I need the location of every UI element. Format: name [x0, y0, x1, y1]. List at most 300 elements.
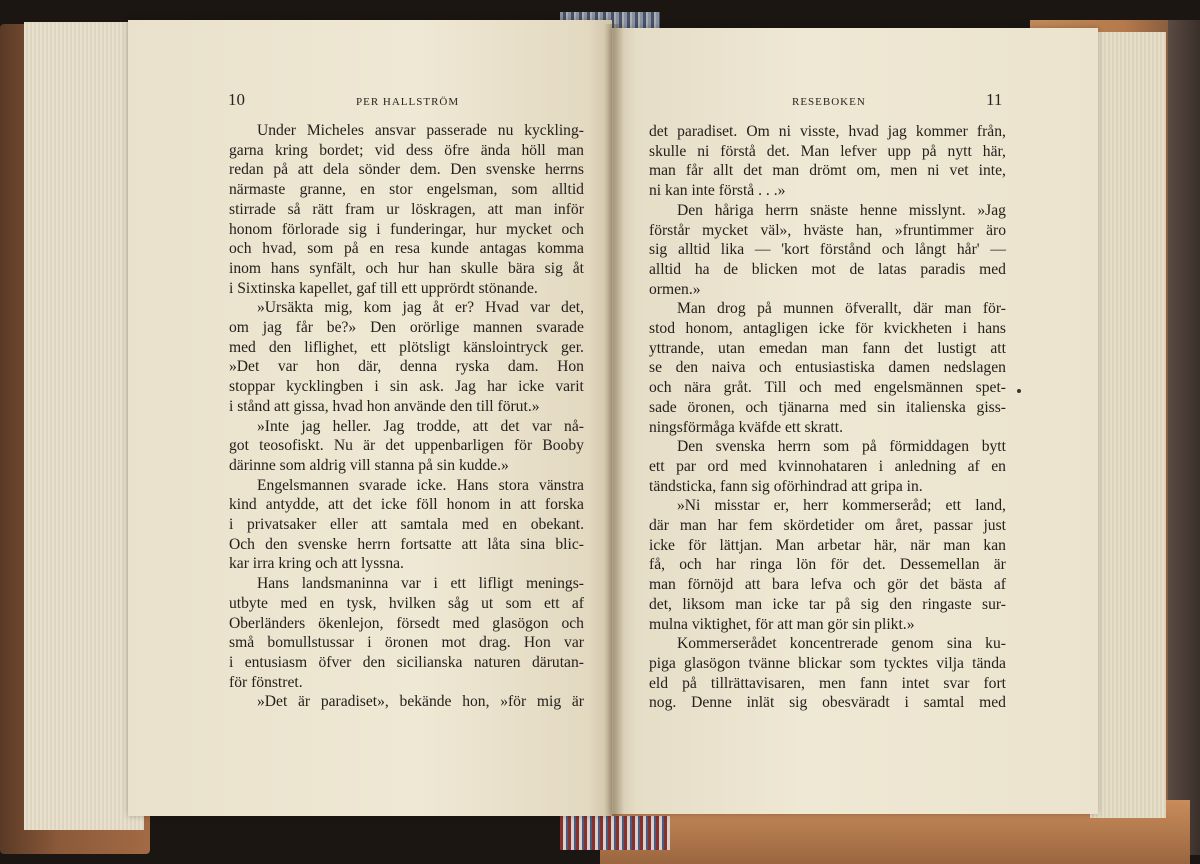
word: det.	[766, 142, 790, 160]
word: tar	[808, 595, 826, 613]
text-line	[649, 378, 1006, 398]
word: ask.	[419, 378, 444, 396]
word: tända	[972, 654, 1006, 672]
word: sig	[789, 694, 808, 712]
line-text: för fönstret.	[229, 673, 303, 691]
word: trodde,	[416, 417, 461, 435]
word: små	[229, 634, 255, 652]
word: hvad,	[262, 240, 297, 258]
word: arbetar	[817, 536, 861, 554]
word: liksom	[682, 595, 725, 613]
word: orörlige	[409, 319, 460, 337]
word: Man	[800, 142, 830, 160]
text-line	[229, 495, 584, 515]
word: svenske	[485, 161, 536, 179]
word: har	[487, 378, 507, 396]
word: fram	[345, 200, 375, 218]
word: Micheles	[306, 122, 364, 139]
text-line	[649, 280, 1006, 300]
word: antydde,	[265, 496, 320, 514]
page-edges-right	[1090, 32, 1166, 818]
running-head-left: PER HALLSTRÖM	[356, 96, 460, 108]
word: »fruntimmer	[894, 221, 974, 239]
word: got	[229, 437, 249, 455]
word: spet-	[975, 379, 1006, 397]
text-line	[229, 279, 584, 299]
word: Oberländers	[229, 614, 306, 632]
word: vet	[949, 162, 969, 180]
word: löskragen,	[411, 200, 476, 218]
word: på	[835, 595, 851, 613]
word: teosofiskt.	[259, 437, 324, 455]
text-line	[649, 260, 1006, 280]
word: nå-	[564, 417, 584, 435]
word: ur	[386, 200, 400, 218]
text-line	[229, 357, 584, 377]
line-text: kar irra kring och att lyssna.	[229, 555, 404, 573]
text-line	[229, 594, 584, 614]
word: i	[367, 634, 372, 652]
word: intet	[901, 674, 930, 692]
word: öronen,	[687, 398, 735, 416]
word: inte,	[978, 162, 1006, 180]
text-line	[649, 516, 1006, 536]
line-text: mulna viktighet, för att man gör sin plikt.»	[649, 615, 915, 633]
word: anledning	[894, 457, 957, 475]
word: håriga	[714, 201, 754, 219]
word: ringaste	[922, 595, 972, 613]
word: skördetider	[783, 517, 854, 535]
word: är	[298, 693, 311, 711]
word: giss-	[976, 398, 1006, 416]
word: inlät	[746, 694, 775, 712]
word: som	[505, 594, 532, 612]
word: Denne	[691, 694, 732, 712]
word: kind	[229, 496, 257, 514]
word: har	[717, 517, 738, 535]
word: förnöjd	[687, 576, 734, 594]
word: förmiddagen	[889, 438, 970, 456]
text-line	[229, 220, 584, 240]
word: äro	[986, 221, 1006, 239]
word: granne,	[299, 181, 346, 199]
word: det	[904, 339, 924, 357]
text-line	[229, 338, 584, 358]
word: hans	[270, 259, 300, 277]
text-line	[649, 339, 1006, 359]
word: upp	[887, 142, 911, 160]
line-text: ni kan inte förstå . . .»	[649, 182, 786, 200]
word: utbyte	[229, 594, 268, 612]
word: sin	[877, 398, 896, 416]
text-line	[229, 160, 584, 180]
word: där,	[358, 358, 382, 376]
word: svarade	[536, 319, 584, 337]
word: dela	[322, 161, 349, 179]
word: 'kort	[781, 241, 810, 259]
word: Hans	[456, 476, 489, 494]
word: privatsaker	[247, 516, 317, 534]
word: lifligt	[478, 575, 514, 593]
text-line	[229, 318, 584, 338]
word: blic-	[555, 535, 584, 553]
text-line	[229, 692, 584, 712]
word: engelsmännen	[873, 379, 964, 397]
word: och	[561, 220, 584, 238]
word: lön	[796, 556, 817, 574]
word: om	[864, 517, 885, 535]
word: åt	[432, 299, 444, 317]
word: ku-	[985, 635, 1006, 653]
word: skulle	[649, 142, 687, 160]
word: fem	[748, 517, 773, 535]
word: en	[991, 457, 1006, 475]
word: Under	[257, 122, 296, 139]
word: kunde	[430, 240, 469, 258]
word: »Jag	[977, 201, 1006, 219]
word: med	[229, 338, 256, 356]
line-text: i stånd att gissa, hvad hon använde den till förut.»	[229, 397, 540, 415]
word: de	[849, 260, 865, 278]
word: i	[962, 320, 967, 338]
word: man	[735, 595, 763, 613]
word: er?	[455, 299, 475, 317]
word: och	[649, 379, 672, 397]
ink-speck	[1017, 389, 1021, 393]
word: ryska	[455, 358, 490, 376]
word: bytt	[981, 438, 1006, 456]
word: Hon	[557, 358, 584, 376]
word: mycket	[506, 220, 552, 238]
word: var	[277, 358, 298, 376]
word: passar	[933, 517, 973, 535]
word: det.	[862, 556, 886, 574]
word: han	[428, 259, 452, 277]
line-text: tändsticka, fann sig oförhindrad att gripa in.	[649, 477, 923, 495]
word: med	[979, 260, 1006, 278]
word: man	[557, 141, 584, 159]
word: få,	[649, 556, 666, 574]
word: kycklingben	[286, 378, 364, 396]
word: sicilianska	[396, 653, 463, 671]
word: där	[649, 517, 669, 535]
word: snäste	[810, 201, 849, 219]
word: ut	[481, 594, 494, 612]
word: höll	[521, 141, 546, 159]
word: man	[944, 300, 972, 318]
word: att	[328, 496, 344, 514]
word: i	[229, 516, 234, 534]
word: därutan-	[531, 653, 584, 671]
text-line	[649, 201, 1006, 221]
word: sina	[946, 635, 972, 653]
word: munnen	[783, 300, 834, 318]
word: Man	[677, 300, 706, 318]
word: den	[265, 535, 288, 553]
word: är	[993, 556, 1006, 574]
word: Den	[677, 438, 703, 456]
word: dess	[406, 141, 433, 159]
word: med	[461, 516, 489, 534]
word: och	[759, 359, 782, 377]
word: utan	[718, 339, 745, 357]
text-line	[229, 239, 584, 259]
text-line	[229, 377, 584, 397]
word: herrn	[765, 201, 799, 219]
word: —	[754, 241, 771, 259]
word: rätt	[312, 200, 334, 218]
line-text: i Sixtinska kapellet, gaf till ett upprördt stönande.	[229, 279, 538, 297]
word: er,	[773, 497, 789, 515]
word: var	[400, 575, 421, 593]
word: det	[385, 437, 405, 455]
text-line	[649, 496, 1006, 516]
word: Kommerserådet	[677, 635, 777, 653]
word: ökenlejon,	[318, 614, 384, 632]
word: tycktes	[883, 654, 929, 672]
word: att	[461, 535, 478, 553]
word: mot	[441, 634, 466, 652]
word: och	[365, 259, 389, 277]
word: ända	[480, 141, 511, 159]
text-line	[229, 673, 584, 693]
word: menings-	[525, 575, 584, 593]
word: yttrande,	[649, 339, 704, 357]
word: »Det	[257, 693, 288, 711]
word: Nu	[333, 437, 353, 455]
word: Man	[775, 536, 805, 554]
word: samtal	[923, 694, 965, 712]
word: sig	[348, 220, 367, 238]
text-line	[649, 299, 1006, 319]
word: var	[564, 634, 584, 652]
word: drog	[717, 300, 746, 318]
word: mot	[811, 260, 836, 278]
text-line	[229, 633, 584, 653]
running-head-right: RESEBOKEN	[792, 96, 866, 108]
text-line	[229, 259, 584, 279]
text-line	[649, 240, 1006, 260]
word: lättjan.	[719, 536, 763, 554]
word: Hvad	[485, 299, 519, 317]
word: de	[723, 260, 739, 278]
word: stora	[498, 476, 529, 494]
word: ringa	[750, 556, 783, 574]
right-page	[612, 28, 1098, 814]
word: alltid	[677, 241, 710, 259]
word: jag	[301, 417, 321, 435]
text-line	[649, 418, 1006, 438]
text-line	[649, 477, 1006, 497]
right-page-body	[649, 122, 1006, 713]
word: Hans	[257, 575, 290, 593]
text-line	[229, 554, 584, 574]
word: mig,	[324, 299, 353, 317]
word: en	[360, 181, 375, 199]
word: får	[295, 319, 313, 337]
word: tillrättavisaren,	[710, 674, 805, 692]
word: den	[889, 595, 912, 613]
word: honom	[229, 220, 273, 238]
text-line	[649, 319, 1006, 339]
word: man	[649, 576, 676, 594]
word: genom	[891, 635, 934, 653]
word: ord	[707, 457, 729, 475]
word: nog.	[649, 694, 677, 712]
word: för	[688, 536, 707, 554]
word: icke	[380, 496, 407, 514]
word: varit	[555, 378, 584, 396]
word: kan	[983, 536, 1006, 554]
word: den	[362, 653, 386, 671]
word: passerade	[426, 122, 487, 139]
word: med	[452, 614, 480, 632]
word: förstå	[720, 142, 756, 160]
word: man	[943, 536, 971, 554]
text-line	[229, 515, 584, 535]
word: i	[229, 653, 234, 671]
word: piga	[649, 654, 676, 672]
text-line	[649, 634, 1006, 654]
word: lefva	[810, 576, 842, 594]
text-line	[229, 121, 584, 141]
word: sade	[649, 398, 677, 416]
word: och	[561, 614, 584, 632]
word: på	[682, 674, 697, 692]
word: »Det	[229, 358, 260, 376]
word: stor	[389, 181, 413, 199]
word: men	[818, 674, 846, 692]
word: drag.	[479, 634, 511, 652]
word: öfverallt,	[844, 300, 902, 318]
word: ni	[927, 162, 940, 180]
text-line	[229, 574, 584, 594]
word: att	[520, 496, 536, 514]
word: fortsatte	[400, 535, 452, 553]
word: åt	[572, 259, 584, 277]
word: ha	[694, 260, 710, 278]
text-line	[649, 181, 1006, 201]
word: lefver	[840, 142, 877, 160]
word: herrn	[357, 535, 391, 553]
word: att	[990, 339, 1006, 357]
book-gutter	[604, 24, 624, 816]
word: den	[675, 359, 699, 377]
word: vilja	[936, 654, 964, 672]
word: för	[513, 437, 533, 455]
word: tvänne	[748, 654, 791, 672]
word: par	[676, 457, 696, 475]
word: som	[307, 240, 334, 258]
text-line	[229, 180, 584, 200]
word: funderingar,	[390, 220, 467, 238]
page-edges-left	[24, 22, 144, 830]
word: Hon	[523, 634, 551, 652]
word: ett	[543, 594, 560, 612]
word: nedslagen	[943, 359, 1006, 377]
word: blickar	[798, 654, 842, 672]
text-line	[649, 575, 1006, 595]
word: låta	[487, 535, 510, 553]
word: såg	[447, 594, 469, 612]
text-line	[229, 476, 584, 496]
word: i	[376, 220, 381, 238]
word: kommerseråd;	[842, 497, 932, 515]
word: och	[881, 241, 905, 259]
word: heller.	[332, 417, 372, 435]
word: att	[371, 516, 387, 534]
word: gråt.	[723, 379, 752, 397]
word: ett	[649, 457, 665, 475]
text-line	[649, 654, 1006, 674]
word: fann	[859, 674, 888, 692]
word: vid	[374, 141, 395, 159]
word: Den	[677, 201, 703, 219]
word: och	[799, 379, 822, 397]
word: i	[433, 575, 438, 593]
word: i	[904, 694, 909, 712]
word: »Ni	[677, 497, 701, 515]
word: sur-	[982, 595, 1006, 613]
word: blicken	[751, 260, 798, 278]
word: och	[745, 398, 768, 416]
word: är	[363, 437, 376, 455]
left-page-body	[229, 121, 584, 712]
word: om,	[856, 162, 881, 180]
word: Dessemellan	[899, 556, 980, 574]
word: jag	[887, 123, 907, 140]
word: men	[890, 162, 918, 180]
word: sig	[860, 595, 879, 613]
word: på	[861, 438, 877, 456]
word: eller	[329, 516, 358, 534]
word: hon	[316, 358, 340, 376]
word: just	[983, 517, 1006, 535]
word: obesväradt	[822, 694, 890, 712]
word: man	[821, 339, 849, 357]
word: öfre	[444, 141, 470, 159]
word: det,	[649, 595, 672, 613]
word: förstår	[649, 221, 690, 239]
word: herrns	[545, 161, 584, 179]
word: misslynt.	[908, 201, 966, 219]
word: en	[369, 240, 385, 258]
word: visste,	[799, 123, 840, 140]
word: man	[772, 162, 800, 180]
word: koncentrerade	[789, 635, 879, 653]
word: lustigt	[937, 339, 977, 357]
word: engelsman,	[426, 181, 498, 199]
word: ett	[450, 575, 467, 593]
word: det	[352, 496, 372, 514]
word: gör	[887, 576, 909, 594]
word: föll	[415, 496, 438, 514]
word: dem.	[409, 161, 441, 179]
word: han,	[855, 221, 883, 239]
word: svar	[943, 674, 970, 692]
word: Den	[370, 319, 397, 337]
word: nu	[497, 122, 514, 139]
word: forska	[544, 496, 584, 514]
word: »för	[500, 693, 527, 711]
word: antagligen	[743, 320, 809, 338]
word: sig	[649, 241, 668, 259]
word: sig	[544, 259, 563, 277]
word: att	[744, 576, 761, 594]
word: och	[229, 240, 252, 258]
word: fort	[983, 674, 1006, 692]
word: bara	[772, 576, 799, 594]
